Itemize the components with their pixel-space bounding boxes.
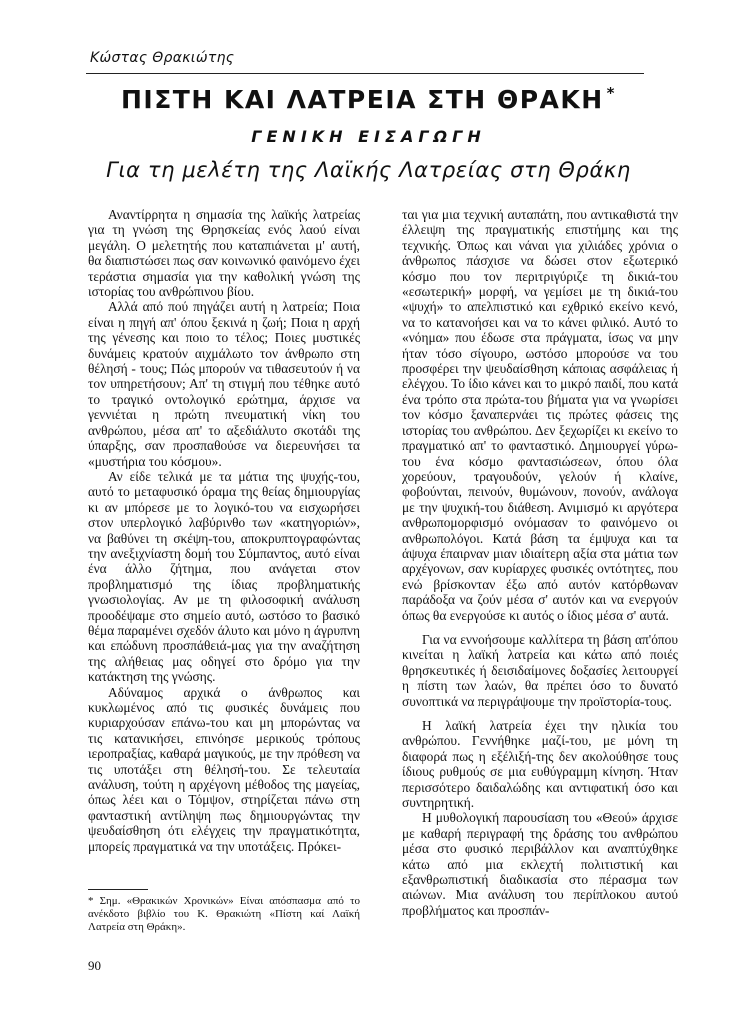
paragraph: Η μυθολογική παρουσίαση του «Θεού» άρχισε με καθαρή περιγραφή της δράσης του ανθρώπου μέσα στο φυσικό περιβάλλον και αναπτύχθηκε κάτω από μια εκλεχτή πολιτιστική και εξανθρωπιστική διαδικασία στο πέρασμα των αιώνων. Μια ανάλυση του περίπλοκου αυτού προβλήματος και προσπάν- <box>402 810 678 918</box>
title-text: ΠΙΣΤΗ ΚΑΙ ΛΑΤΡΕΙΑ ΣΤΗ ΘΡΑΚΗ <box>120 85 604 114</box>
footnote: * Σημ. «Θρακικών Χρονικών» Είναι απόσπασμα από το ανέκδοτο βιβλίο του Κ. Θρακιώτη «Πίστη καί Λαϊκή Λατρεία στη Θράκη». <box>88 895 360 933</box>
paragraph: Αδύναμος αρχικά ο άνθρωπος και κυκλωμένος από τις φυσικές δυνάμεις που κυριαρχούσαν επάνω-του και μη μπορώντας να τις κατανικήσει, επινόησε μερικούς τρόπους ιεροπραξίας, καθαρά μαγικούς, με την πρόθεση να τις υποτάξει στη θέλησή-του. Σε τελευταία ανάλυση, τούτη η αρχέγονη μέθοδος της μαγείας, όπως λέει και ο Τόμψον, στηρίζεται πάνω στη φανταστική αντίληψη πως δημιουργώντας την ψευδαίσθηση ότι ελέγχεις την πραγματικότητα, μπορείς πραγματικά να την υποτάξεις. Πρόκει- <box>88 684 361 854</box>
paragraph: Για να εννοήσουμε καλλίτερα τη βάση απ'όπου κινείται η λαϊκή λατρεία και κάτω από ποιές θρησκευτικές ή δεισιδαίμονες δοξασίες λειτουργεί η πίστη των λαών, θα πρέπει όσο το δυνατό συνοπτικά να περιγράψουμε την προϊστορία-τους. <box>402 631 678 709</box>
header-rule <box>86 73 644 74</box>
paragraph: Η λαϊκή λατρεία έχει την ηλικία του ανθρώπου. Γεννήθηκε μαζί-του, με μόνη τη διαφορά πως η εξέλιξή-της δεν ακολούθησε τους ίδιους ρυθμούς σε μια ευθύγραμμη κίνηση. Ήταν περισσότερο δαιδαλώδης και αντιφατική όσο και συντηρητική. <box>402 718 678 811</box>
left-column <box>88 207 360 854</box>
page-number: 90 <box>88 958 101 973</box>
article-title <box>0 84 737 114</box>
paragraph: Αν είδε τελικά με τα μάτια της ψυχής-του, αυτό το μεταφυσικό όραμα της θείας δημιουργίας κι αν μπόρεσε με το λογικό-του να εισχωρήσει στον υπερλογικό λαβύρινθο των «κατηγοριών», να βαθύνει τη σκέψη-του, αποκρυπτογραφώντας την ανεξιχνίαστη δομή του Σύμπαντος, αυτό είναι ένα άλλο ζήτημα, που ανάγεται στον προβληματισμό της ίδιας προβληματικής γνωσιολογίας. Αν με τη φιλοσοφική ανάλυση προοδέψαμε στο σημείο αυτό, ωστόσο το βασικό θέμα παραμένει σχεδόν άλυτο και μόνο η άγρυπνη και επώδυνη προσπάθειά-μας για την αναζήτηση της αλήθειας μας οδηγεί στο δρόμο για την κατάκτηση της γνώσης. <box>88 468 360 685</box>
right-column <box>402 207 678 918</box>
footnote-mark: * <box>606 84 617 102</box>
paragraph: ται για μια τεχνική αυταπάτη, που αντικαθιστά την έλλειψη της πραγματικής επιστήμης και της τεχνικής. Όπως και νάναι για χιλιάδες χρόνια ο άνθρωπος πάσχισε να δώσει στον εξωτερικό κόσμο που τον περιτριγύριζε τη δικιά-του «εσωτερική» μορφή, να γεμίσει με τη δικιά-του «ψυχή» το απελπιστικό και εχθρικό εκείνο κενό, να το κατανοήσει και να το κάνει φιλικό. Αυτό το «νόημα» που έδωσε στα πράγματα, ίσως να μην ήταν τόσο σίγουρο, ωστόσο μπορούσε να του προσφέρει την ψευδαίσθηση κάποιας ασφάλειας ή ελέγχου. Το ίδιο κάνει και το μικρό παιδί, που κατά ένα τρόπο στα πρώτα-του βήματα για να γνωρίσει τον κόσμο ξαναπερνάει τις πρώτες φάσεις της ιστορίας του ανθρώπου. Δεν ξεχωρίζει κι εκείνο το πραγματικό απ' το φανταστικό. Δημιουργεί γύρω-του ένα κόσμο φαντασιώσεων, όπου όλα χορεύουν, τραγουδούν, γελούν ή κλαίνε, φοβούνται, πεινούν, θυμώνουν, πονούν, ανάλογα με την ψυχική-του διάθεση. Ανιμισμό κι αργότερα ανθρωπομορφισμό ονόμασαν το φαινόμενο οι ανθρωπολόγοι. Κατά βάση τα έμψυχα και τα άψυχα έπαιρναν μιαν ιδιαίτερη αξία στα μάτια των αρχέγονων, σαν κυρίαρχες φυσικές οντότητες, που ενώ βρίσκονταν έξω από αυτόν κατόρθωναν παράδοξα να ζούν μέσα σ' αυτόν και να ενεργούν όπως θα ενεργούσε κι αυτός ο ίδιος μέσα σ' αυτά. <box>402 207 678 623</box>
section-heading: ΓΕΝΙΚΗ ΕΙΣΑΓΩΓΗ <box>251 127 486 146</box>
paragraph: Αλλά από πού πηγάζει αυτή η λατρεία; Ποια είναι η πηγή απ' όπου ξεκινά η ζωή; Ποια η αρχή της γένεσης και ποιο το τέλος; Ποιες μυστικές δυνάμεις κρατούν αιχμάλωτο τον άνθρωπο στη θέλησή - τους; Πώς μπορούν να τιθασευτούν ή να τον υπηρετήσουν; Απ' τη στιγμή που τέθηκε αυτό το τραγικό οντολογικό ερώτημα, άρχισε να γεννιέται η πρώτη πνευματική νίκη του ανθρώπου, μέσα απ' το αξεδιάλυτο σκοτάδι της ύπαρξης, σαν προσπαθούσε να διερευνήσει τα «μυστήρια του κόσμου». <box>88 299 360 469</box>
footnote-rule <box>88 889 148 890</box>
paragraph: Αναντίρρητα η σημασία της λαϊκής λατρείας για τη γνώση της Θρησκείας ενός λαού είναι μεγάλη. Ο μελετητής που καταπιάνεται μ' αυτή, θα διαπιστώσει πως σαν κοινωνικό φαινόμενο έχει τεράστια σημασία για την καθολική γνώση της ιστορίας του ανθρώπινου βίου. <box>88 207 360 300</box>
article-subtitle: Για τη μελέτη της Λαϊκής Λατρείας στη Θράκη <box>106 158 631 182</box>
author-name: Κώστας Θρακιώτης <box>90 50 235 66</box>
